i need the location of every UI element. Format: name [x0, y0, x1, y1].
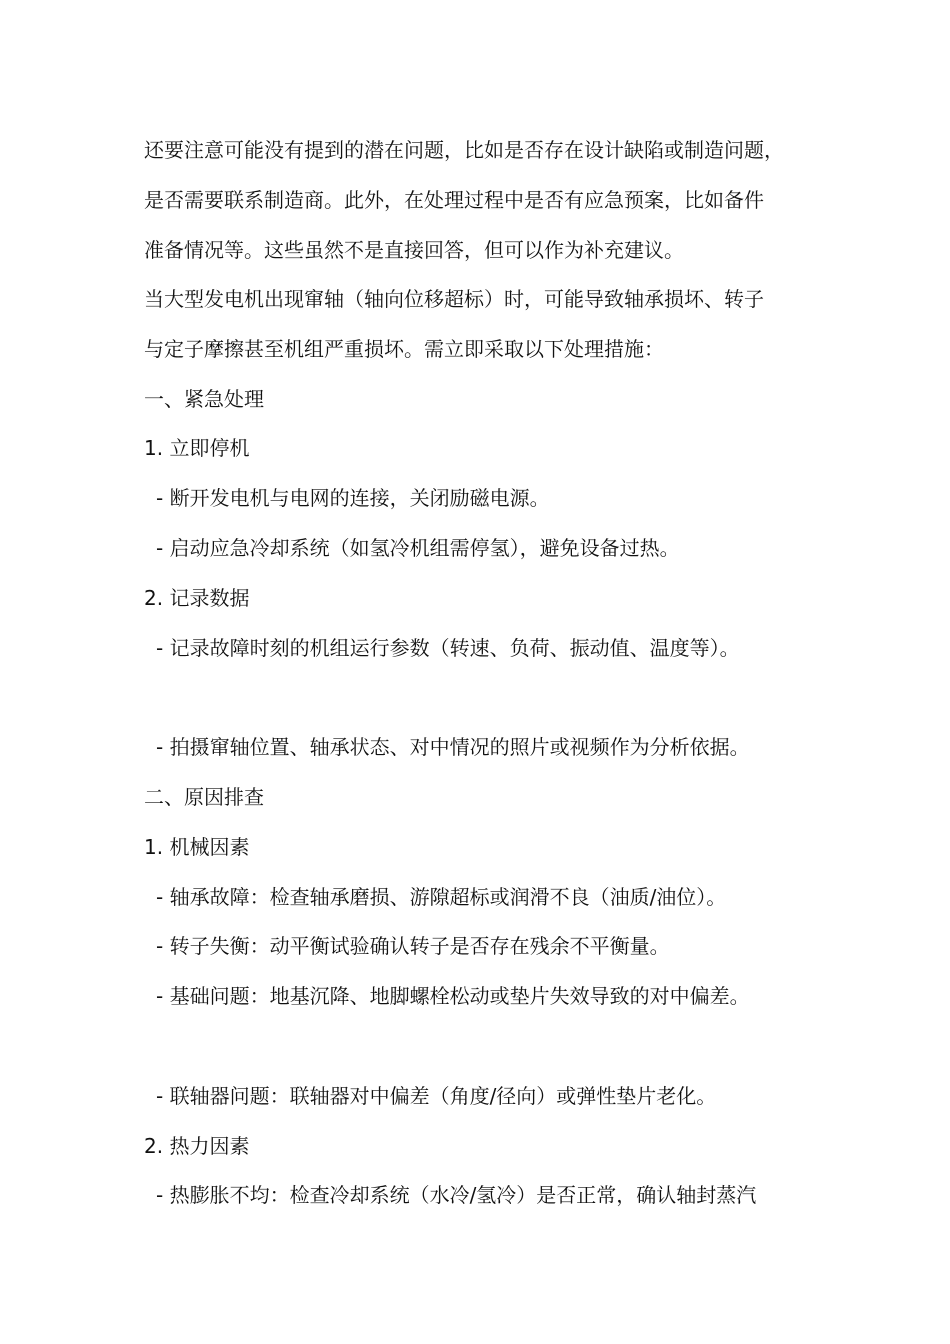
list-item: - 拍摄窜轴位置、轴承状态、对中情况的照片或视频作为分析依据。 [156, 735, 750, 759]
list-heading: 1. 立即停机 [144, 436, 250, 460]
list-item: - 断开发电机与电网的连接，关闭励磁电源。 [156, 486, 550, 510]
list-heading: 2. 记录数据 [144, 586, 250, 610]
list-heading: 2. 热力因素 [144, 1134, 250, 1158]
section-heading: 二、原因排查 [144, 785, 264, 809]
list-heading: 1. 机械因素 [144, 835, 250, 859]
list-item: - 热膨胀不均：检查冷却系统（水冷/氢冷）是否正常，确认轴封蒸汽 [156, 1183, 757, 1207]
paragraph-line: 当大型发电机出现窜轴（轴向位移超标）时，可能导致轴承损坏、转子 [144, 287, 764, 311]
paragraph-line: 与定子摩擦甚至机组严重损坏。需立即采取以下处理措施： [144, 337, 664, 361]
section-heading: 一、紧急处理 [144, 387, 264, 411]
paragraph-line: 还要注意可能没有提到的潜在问题，比如是否存在设计缺陷或制造问题， [144, 138, 784, 162]
list-item: - 基础问题：地基沉降、地脚螺栓松动或垫片失效导致的对中偏差。 [156, 984, 750, 1008]
list-item: - 转子失衡：动平衡试验确认转子是否存在残余不平衡量。 [156, 934, 670, 958]
list-item: - 启动应急冷却系统（如氢冷机组需停氢），避免设备过热。 [156, 536, 680, 560]
list-item: - 轴承故障：检查轴承磨损、游隙超标或润滑不良（油质/油位）。 [156, 885, 727, 909]
list-item: - 记录故障时刻的机组运行参数（转速、负荷、振动值、温度等）。 [156, 636, 740, 660]
list-item: - 联轴器问题：联轴器对中偏差（角度/径向）或弹性垫片老化。 [156, 1084, 717, 1108]
paragraph-line: 是否需要联系制造商。此外，在处理过程中是否有应急预案，比如备件 [144, 188, 764, 212]
paragraph-line: 准备情况等。这些虽然不是直接回答，但可以作为补充建议。 [144, 238, 684, 262]
